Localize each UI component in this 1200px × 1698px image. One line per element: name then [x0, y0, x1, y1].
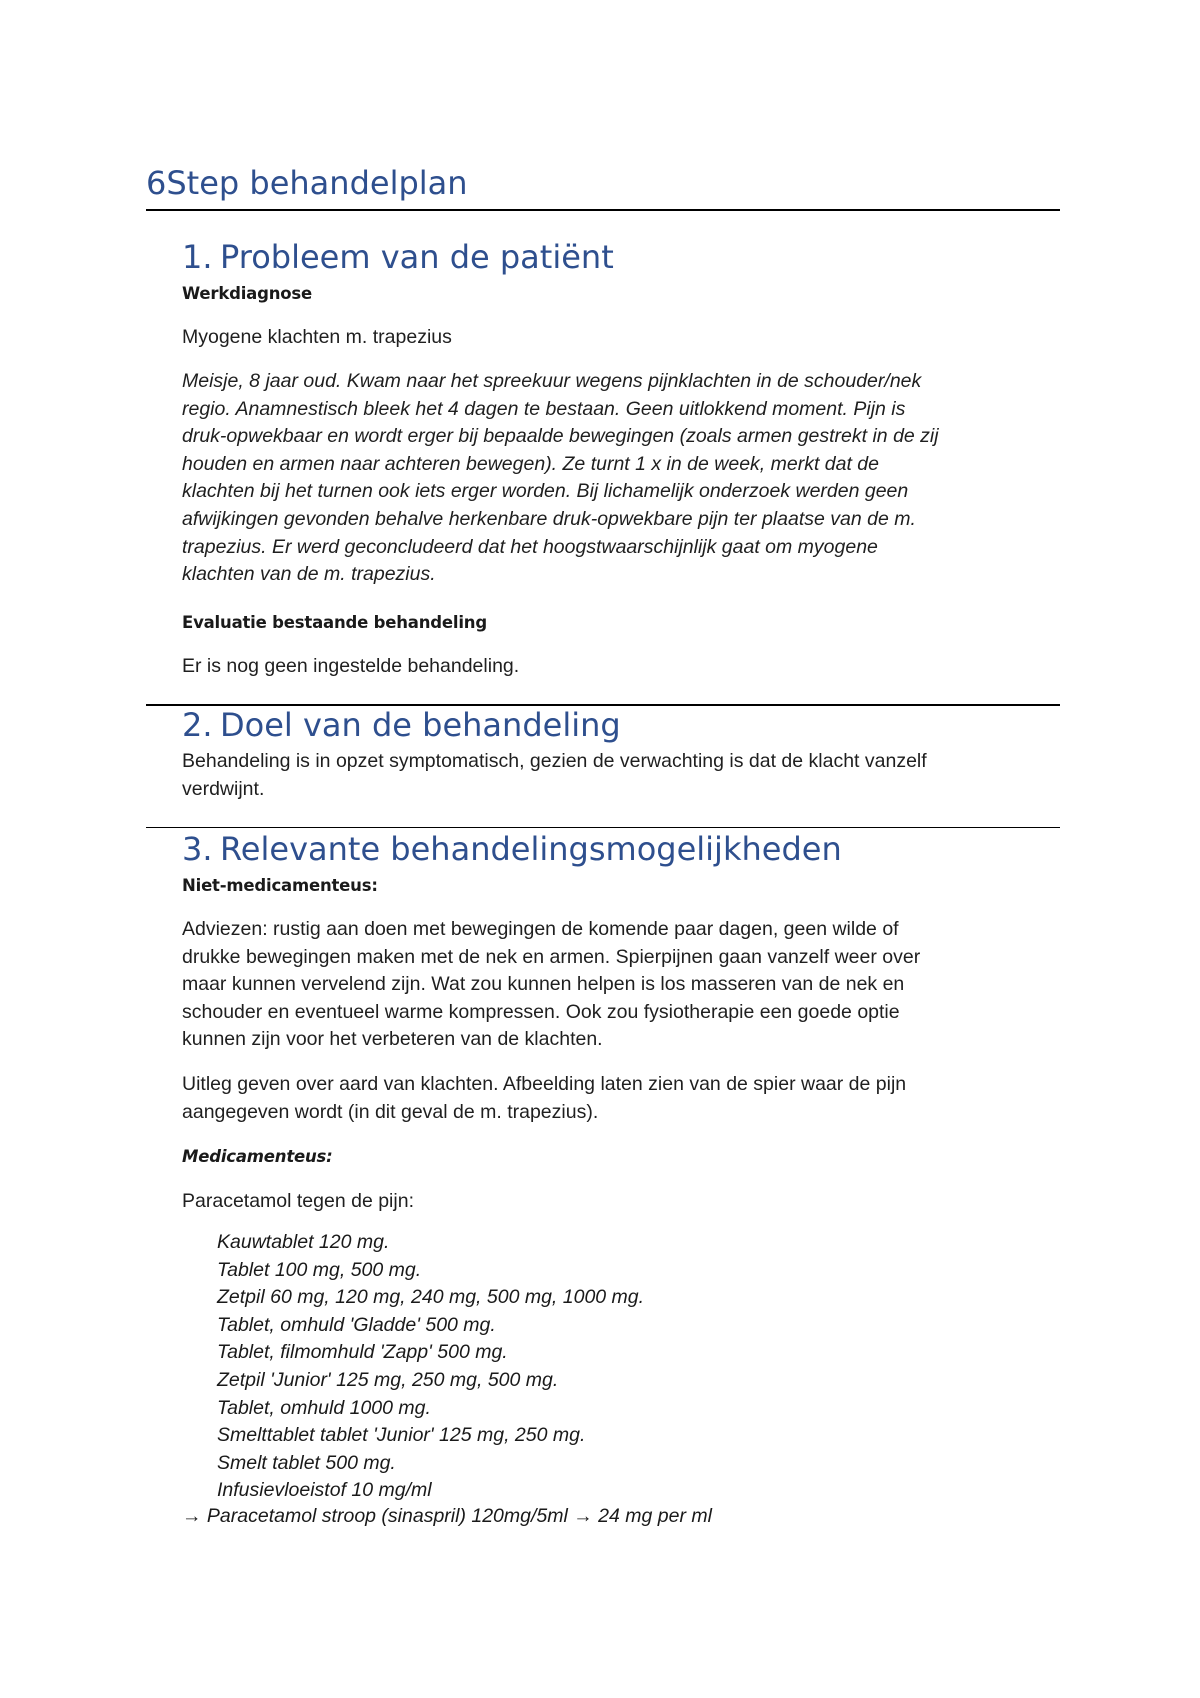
case-line: regio. Anamnestisch bleek het 4 dagen te bestaan. Geen uitlokkend moment. Pijn is — [182, 397, 906, 420]
section-2-number: 2. — [182, 706, 213, 744]
adviezen-line: schouder en eventueel warme kompressen. Ook zou fysiotherapie een goede optie — [182, 1000, 900, 1023]
label-werkdiagnose: Werkdiagnose — [182, 284, 313, 303]
evaluatie-text: Er is nog geen ingestelde behandeling. — [182, 655, 520, 677]
dosage-form-item: Smelt tablet 500 mg. — [217, 1451, 396, 1474]
title-rule — [146, 209, 1060, 211]
paracetamol-intro: Paracetamol tegen de pijn: — [182, 1190, 414, 1212]
stroop-line — [182, 1505, 712, 1528]
section-2-heading — [182, 706, 621, 744]
dosage-form-item: Tablet, omhuld 'Gladde' 500 mg. — [217, 1313, 496, 1336]
adviezen-text — [182, 916, 920, 1054]
doel-line: verdwijnt. — [182, 777, 265, 800]
section-3-title: Relevante behandelingsmogelijkheden — [220, 830, 842, 868]
section-1-number: 1. — [182, 238, 213, 276]
label-evaluatie: Evaluatie bestaande behandeling — [182, 613, 487, 632]
dosage-form-item: Zetpil 60 mg, 120 mg, 240 mg, 500 mg, 1000 mg. — [217, 1286, 645, 1309]
dosage-form-item: Tablet, filmomhuld 'Zapp' 500 mg. — [217, 1341, 508, 1364]
adviezen-line: Adviezen: rustig aan doen met bewegingen de komende paar dagen, geen wilde of — [182, 918, 899, 940]
section-1-heading — [182, 238, 614, 276]
dosage-form-item: Tablet 100 mg, 500 mg. — [217, 1258, 422, 1281]
case-line: druk-opwekbaar en wordt erger bij bepaalde bewegingen (zoals armen gestrekt in de zij — [182, 425, 939, 448]
uitleg-line: Uitleg geven over aard van klachten. Afbeelding laten zien van de spier waar de pijn — [182, 1073, 907, 1095]
case-line: houden en armen naar achteren bewegen). Ze turnt 1 x in de week, merkt dat de — [182, 452, 880, 475]
right-arrow-icon: → — [573, 1505, 593, 1527]
dosage-form-item: Smelttablet tablet 'Junior' 125 mg, 250 mg. — [217, 1424, 586, 1447]
doel-line: Behandeling is in opzet symptomatisch, gezien de verwachting is dat de klacht vanzelf — [182, 750, 927, 772]
section-3-number: 3. — [182, 830, 213, 868]
stroop-text: Paracetamol stroop (sinaspril) 120mg/5ml — [206, 1505, 568, 1527]
case-line: klachten van de m. trapezius. — [182, 563, 436, 586]
diagnose-text: Myogene klachten m. trapezius — [182, 326, 452, 348]
section-2-title: Doel van de behandeling — [220, 706, 621, 744]
adviezen-line: kunnen zijn voor het verbeteren van de klachten. — [182, 1028, 603, 1051]
section-3-rule — [146, 827, 1060, 828]
section-3-heading — [182, 830, 842, 868]
adviezen-line: drukke bewegingen maken met de nek en armen. Spierpijnen gaan vanzelf weer over — [182, 945, 921, 968]
uitleg-text — [182, 1071, 906, 1126]
uitleg-line: aangegeven wordt (in dit geval de m. trapezius). — [182, 1100, 599, 1123]
dosage-form-list — [217, 1229, 644, 1505]
dosage-form-item: Kauwtablet 120 mg. — [217, 1231, 390, 1253]
doel-text — [182, 748, 927, 803]
right-arrow-icon: → — [182, 1505, 202, 1527]
dosage-form-item: Zetpil 'Junior' 125 mg, 250 mg, 500 mg. — [217, 1368, 559, 1391]
section-1-title: Probleem van de patiënt — [220, 238, 614, 276]
case-line: Meisje, 8 jaar oud. Kwam naar het spreekuur wegens pijnklachten in de schouder/nek — [182, 370, 922, 392]
case-line: klachten bij het turnen ook iets erger worden. Bij lichamelijk onderzoek werden geen — [182, 480, 909, 503]
dosage-form-item: Tablet, omhuld 1000 mg. — [217, 1396, 431, 1419]
case-description — [182, 368, 939, 589]
label-medicamenteus: Medicamenteus: — [182, 1147, 333, 1166]
case-line: trapezius. Er werd geconcludeerd dat het hoogstwaarschijnlijk gaat om myogene — [182, 535, 878, 558]
stroop-result: 24 mg per ml — [598, 1505, 712, 1527]
dosage-form-item: Infusievloeistof 10 mg/ml — [217, 1479, 432, 1502]
document-title: 6Step behandelplan — [146, 164, 468, 202]
adviezen-line: maar kunnen vervelend zijn. Wat zou kunnen helpen is los masseren van de nek en — [182, 973, 905, 996]
case-line: afwijkingen gevonden behalve herkenbare druk-opwekbare pijn ter plaatse van de m. — [182, 507, 916, 530]
label-niet-medicamenteus: Niet-medicamenteus: — [182, 876, 378, 895]
